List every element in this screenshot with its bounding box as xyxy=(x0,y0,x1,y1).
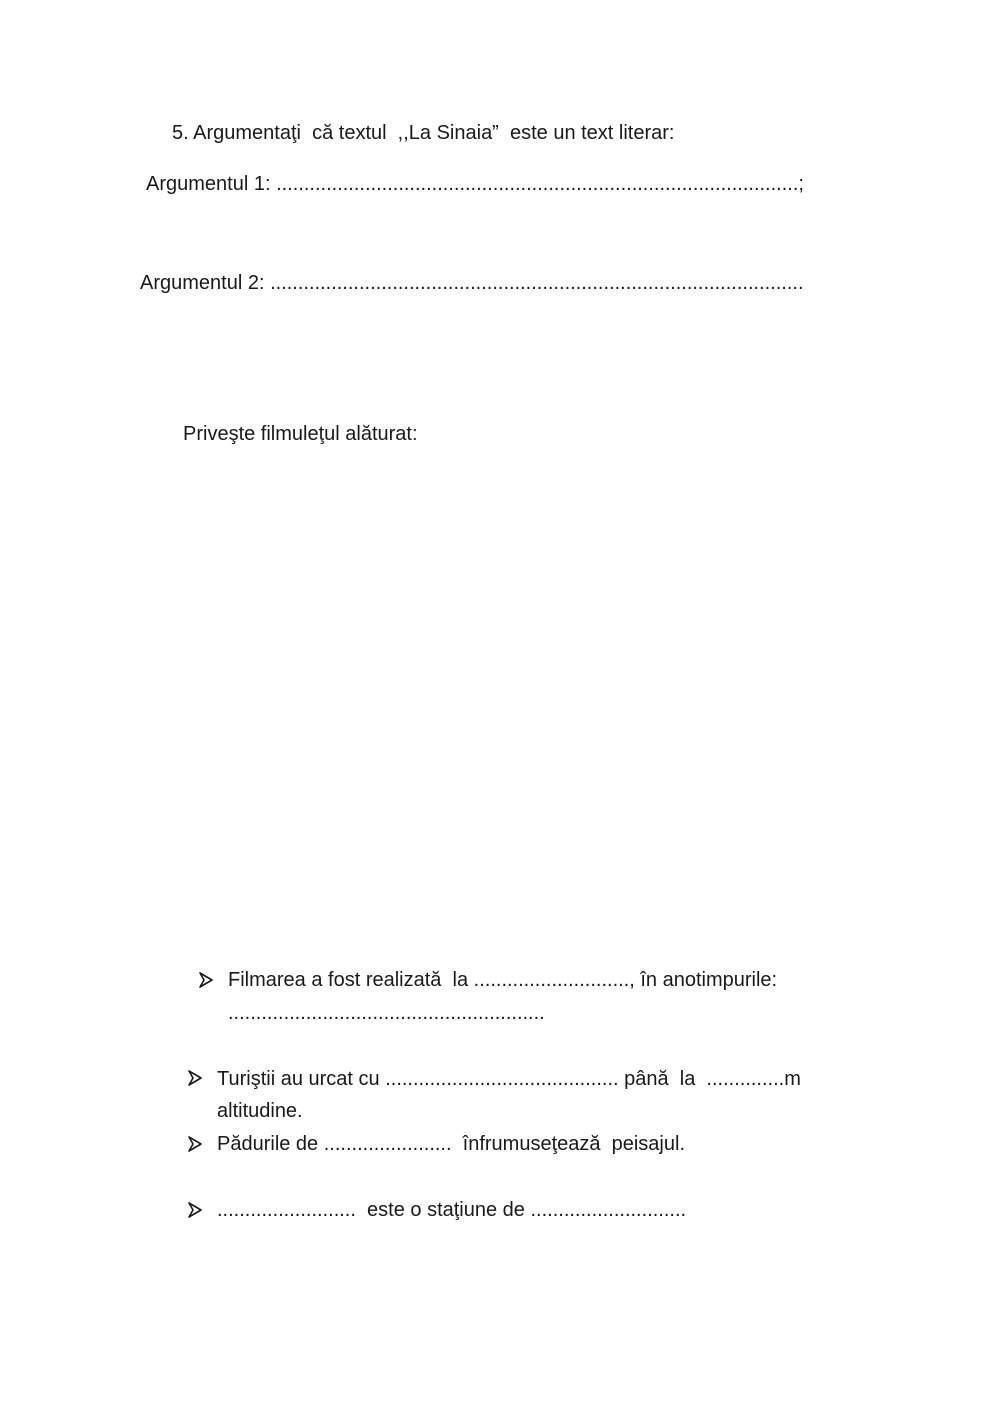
exercise-4-line-1[interactable]: ......................... este o staţiune de ............................ xyxy=(217,1199,687,1221)
exercise-2-line-2: altitudine. xyxy=(217,1100,303,1122)
exercise-2-line-1[interactable]: Turiştii au urcat cu .......................................... până la ..............m xyxy=(217,1068,801,1090)
arrow-bullet-icon xyxy=(188,1202,202,1218)
exercise-1-line-2[interactable]: ......................................................... xyxy=(228,1002,545,1024)
exercise-3-line-1[interactable]: Pădurile de ....................... înfrumuseţează peisajul. xyxy=(217,1133,685,1155)
video-prompt: Priveşte filmuleţul alăturat: xyxy=(183,423,418,445)
arrow-bullet-icon xyxy=(188,1070,202,1086)
arrow-bullet-icon xyxy=(199,972,213,988)
question-5-prompt: 5. Argumentaţi că textul ,,La Sinaia” este un text literar: xyxy=(172,122,675,144)
video-embed-area[interactable] xyxy=(180,470,840,920)
argument-1-field[interactable]: Argumentul 1: ..............................................................................................; xyxy=(146,173,804,195)
exercise-1-line-1[interactable]: Filmarea a fost realizată la ............................, în anotimpurile: xyxy=(228,969,778,991)
argument-2-field[interactable]: Argumentul 2: ................................................................................................ xyxy=(140,272,804,294)
arrow-bullet-icon xyxy=(188,1136,202,1152)
